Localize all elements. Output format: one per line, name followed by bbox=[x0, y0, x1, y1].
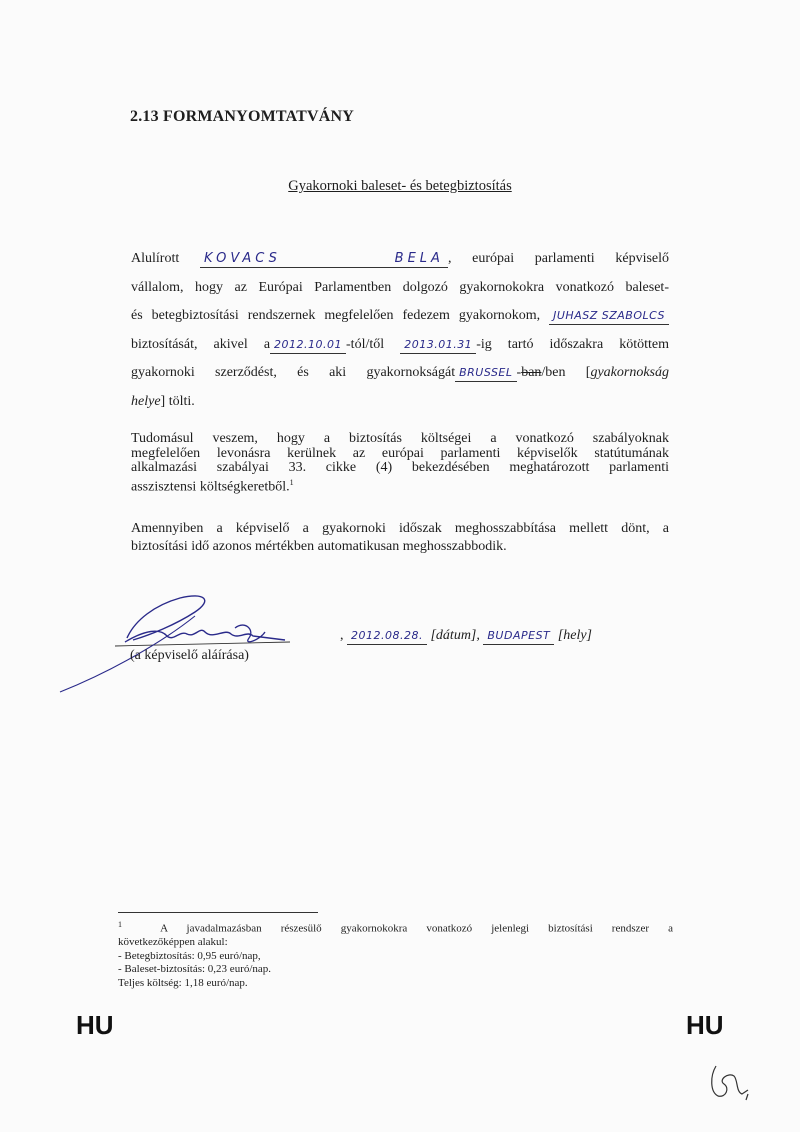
footnote-divider bbox=[118, 912, 318, 913]
footnote-line: Teljes költség: 1,18 euró/nap. bbox=[118, 976, 248, 989]
text-line: gyakornoki szerződést, és aki gyakornokságát BRUSSEL -ban/ben [gyakornokság bbox=[131, 365, 669, 380]
language-code-left: HU bbox=[76, 1010, 114, 1040]
signature-block bbox=[55, 590, 615, 700]
struck-suffix: ban bbox=[521, 365, 542, 380]
footnote bbox=[118, 918, 673, 990]
handwritten-sign-place: BUDAPEST bbox=[483, 628, 554, 645]
text-line: Alulírott KOVACS BELA , európai parlamenti képviselő bbox=[131, 251, 670, 266]
text-line: Tudomásul veszem, hogy a biztosítás költségei a vonatkozó szabályoknak bbox=[131, 431, 669, 446]
text-line: biztosítási idő azonos mértékben automatikusan meghosszabbodik. bbox=[131, 539, 507, 554]
text-line: alkalmazási szabályai 33. cikke (4) bekezdésében meghatározott parlamenti bbox=[131, 460, 669, 475]
form-heading: 2.13 FORMANYOMTATVÁNY bbox=[130, 108, 355, 125]
text-line: vállalom, hogy az Európai Parlamentben dolgozó gyakornokokra vonatkozó baleset- bbox=[131, 279, 669, 295]
footnote-line: - Baleset-biztosítás: 0,23 euró/nap. bbox=[118, 963, 272, 976]
language-code-right: HU bbox=[686, 1010, 724, 1040]
paragraph-cost-deduction bbox=[131, 432, 669, 495]
text-line: és betegbiztosítási rendszernek megfelelően fedezem gyakornokom, JUHASZ SZABOLCS bbox=[131, 302, 669, 331]
paragraph-declaration bbox=[131, 245, 669, 416]
text-line: biztosítását, akivel a 2012.10.01 -tól/től 2013.01.31 -ig tartó időszakra kötöttem bbox=[131, 336, 669, 352]
text-line: asszisztensi költségkeretből.$^1$ bbox=[131, 477, 294, 495]
signature-date-place-line: , 2012.08.28. [dátum], BUDAPEST [hely] bbox=[340, 628, 592, 643]
text-line: megfelelően levonásra kerülnek az európai parlamenti képviselők statútumának bbox=[131, 445, 669, 461]
footnote-line: következőképpen alakul: bbox=[118, 936, 228, 949]
handwritten-place: BRUSSEL bbox=[455, 365, 516, 382]
signature-caption: (a képviselő aláírása) bbox=[130, 648, 249, 663]
handwritten-initials-icon bbox=[708, 1062, 758, 1102]
handwritten-signer-name: KOVACS BELA bbox=[200, 251, 448, 268]
handwritten-date-from: 2012.10.01 bbox=[270, 337, 346, 354]
footnote-reference: 1 bbox=[289, 477, 294, 487]
text-line: helye] tölti. bbox=[131, 393, 195, 409]
handwritten-trainee-name: JUHASZ SZABOLCS bbox=[549, 308, 669, 325]
footnote-line: $^1$ A javadalmazásban részesülő gyakornokokra vonatkozó jelenlegi biztosítási rendszer a bbox=[118, 920, 674, 935]
handwritten-signature-icon bbox=[55, 590, 355, 700]
text-line: Amennyiben a képviselő a gyakornoki időszak meghosszabbítása mellett dönt, a bbox=[131, 521, 669, 536]
footnote-line: - Betegbiztosítás: 0,95 euró/nap, bbox=[118, 949, 261, 962]
handwritten-date-to: 2013.01.31 bbox=[400, 337, 476, 354]
handwritten-sign-date: 2012.08.28. bbox=[347, 628, 427, 645]
paragraph-extension bbox=[131, 520, 669, 556]
form-subtitle: Gyakornoki baleset- és betegbiztosítás bbox=[288, 178, 512, 194]
